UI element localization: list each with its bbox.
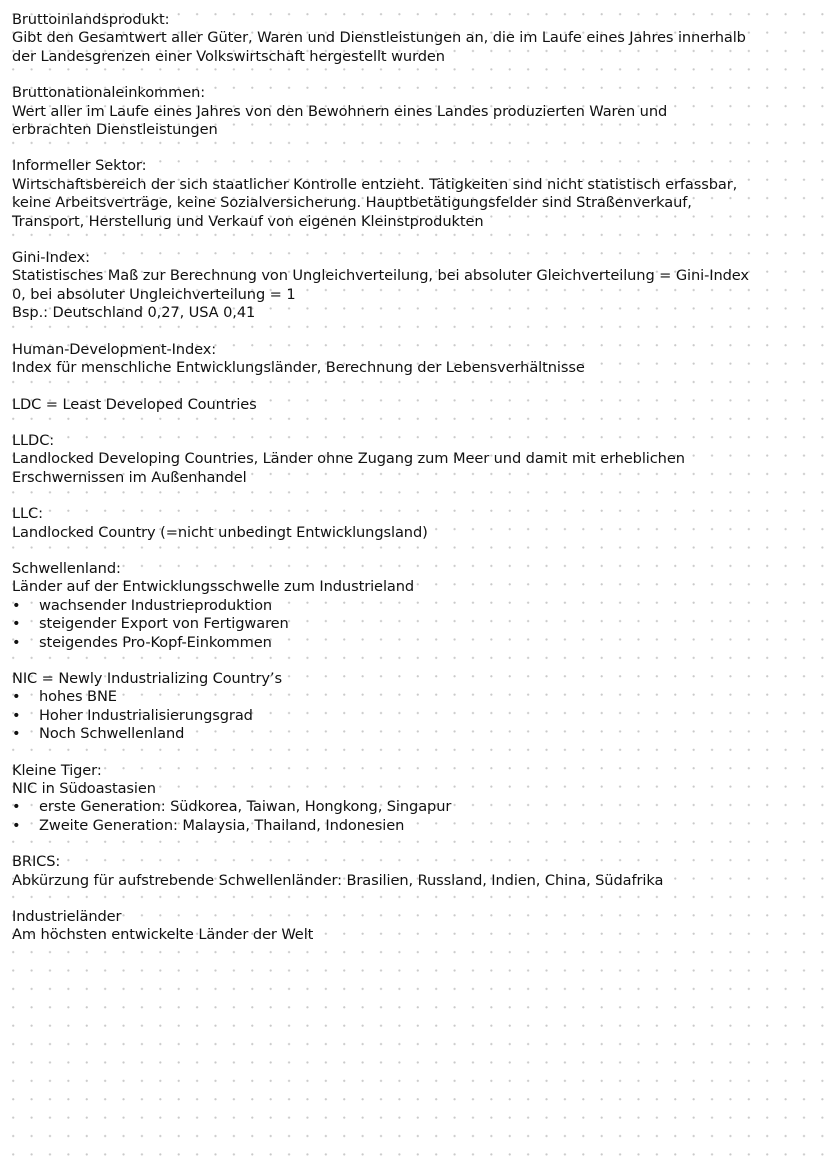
entry-term: Kleine Tiger:: [12, 761, 102, 779]
entry-definition-line: Landlocked Country (=nicht unbedingt Entwicklungsland): [12, 523, 428, 541]
bullet-item: [12, 597, 816, 615]
bullet-dot-icon: •: [12, 688, 21, 706]
entry-definition-line: 0, bei absoluter Ungleichverteilung = 1: [12, 285, 296, 303]
entry-term: Human-Development-Index:: [12, 340, 217, 358]
bullet-text: steigendes Pro-Kopf-Einkommen: [39, 633, 272, 651]
entry-term: Bruttoinlandsprodukt:: [12, 11, 170, 28]
bullet-item: [12, 725, 816, 743]
bullet-text: Noch Schwellenland: [39, 725, 185, 743]
glossary-entry: [12, 396, 816, 414]
glossary-entry: [12, 157, 816, 231]
bullet-dot-icon: •: [12, 706, 21, 724]
entry-definition-line: Abkürzung für aufstrebende Schwellenländer: Brasilien, Russland, Indien, China, Südafrika: [12, 871, 664, 889]
glossary-entry: [12, 341, 816, 378]
entry-definition-line: Bsp.: Deutschland 0,27, USA 0,41: [12, 304, 256, 322]
bullet-text: Hoher Industrialisierungsgrad: [39, 706, 253, 724]
bullet-item: [12, 634, 816, 652]
entry-definition-line: Index für menschliche Entwicklungsländer, Berechnung der Lebensverhältnisse: [12, 359, 585, 377]
bullet-list: [12, 688, 816, 743]
bullet-dot-icon: •: [12, 816, 21, 834]
glossary-entry: [12, 908, 816, 945]
glossary-entry: [12, 762, 816, 836]
glossary-entry: [12, 560, 816, 652]
entry-definition-line: Erschwernissen im Außenhandel: [12, 468, 247, 486]
entry-term: Bruttonationaleinkommen:: [12, 84, 206, 102]
bullet-dot-icon: •: [12, 725, 21, 743]
glossary-entry: [12, 505, 816, 542]
bullet-item: [12, 707, 816, 725]
entry-definition-line: Am höchsten entwickelte Länder der Welt: [12, 926, 314, 944]
entry-term: Gini-Index:: [12, 249, 90, 267]
bullet-list: [12, 597, 816, 652]
entry-definition-line: Gibt den Gesamtwert aller Güter, Waren und Dienstleistungen an, die im Laufe eines Jahres innerhalb: [12, 29, 746, 47]
bullet-item: [12, 688, 816, 706]
glossary-entry: [12, 432, 816, 487]
bullet-text: Zweite Generation: Malaysia, Thailand, Indonesien: [39, 816, 405, 834]
entry-definition-line: Landlocked Developing Countries, Länder ohne Zugang zum Meer und damit mit erheblichen: [12, 450, 685, 468]
glossary-entry: [12, 249, 816, 323]
bullet-list: [12, 798, 816, 835]
bullet-item: [12, 615, 816, 633]
bullet-text: wachsender Industrieproduktion: [39, 596, 273, 614]
bullet-text: steigender Export von Fertigwaren: [39, 615, 289, 633]
glossary-entry: [12, 853, 816, 890]
glossary-entry: [12, 84, 816, 139]
bullet-dot-icon: •: [12, 596, 21, 614]
entry-term: Informeller Sektor:: [12, 157, 147, 175]
bullet-dot-icon: •: [12, 798, 21, 816]
entry-definition-line: der Landesgrenzen einer Volkswirtschaft hergestellt wurden: [12, 47, 445, 65]
bullet-dot-icon: •: [12, 633, 21, 651]
glossary-entry: [12, 670, 816, 744]
entry-definition-line: Länder auf der Entwicklungsschwelle zum Industrieland: [12, 578, 415, 596]
entry-definition-line: Wirtschaftsbereich der sich staatlicher Kontrolle entzieht. Tätigkeiten sind nicht statistisch erfassbar,: [12, 175, 738, 193]
entry-definition-line: Wert aller im Laufe eines Jahres von den Bewohnern eines Landes produzierten Waren und: [12, 102, 668, 120]
glossary-entries: [12, 11, 816, 945]
entry-definition-line: Transport, Herstellung und Verkauf von eigenen Kleinstprodukten: [12, 212, 484, 230]
entry-definition-line: erbrachten Dienstleistungen: [12, 121, 218, 139]
bullet-text: hohes BNE: [39, 688, 117, 706]
entry-term: LDC = Least Developed Countries: [12, 395, 257, 413]
entry-term: LLC:: [12, 505, 43, 523]
entry-term: BRICS:: [12, 853, 61, 871]
glossary-entry: [12, 11, 816, 66]
entry-term: Schwellenland:: [12, 559, 121, 577]
entry-definition-line: keine Arbeitsverträge, keine Sozialversicherung. Hauptbetätigungsfelder sind Straßenverkauf,: [12, 194, 692, 212]
entry-definition-line: NIC in Südoastasien: [12, 780, 156, 797]
bullet-dot-icon: •: [12, 615, 21, 633]
bullet-item: [12, 817, 816, 835]
entry-term: NIC = Newly Industrializing Country’s: [12, 669, 282, 687]
bullet-text: erste Generation: Südkorea, Taiwan, Hongkong, Singapur: [39, 798, 452, 816]
entry-term: Industrieländer: [12, 908, 122, 926]
entry-definition-line: Statistisches Maß zur Berechnung von Ungleichverteilung, bei absoluter Gleichverteilung = Gini-Index: [12, 267, 749, 285]
entry-term: LLDC:: [12, 431, 55, 449]
bullet-item: [12, 798, 816, 816]
